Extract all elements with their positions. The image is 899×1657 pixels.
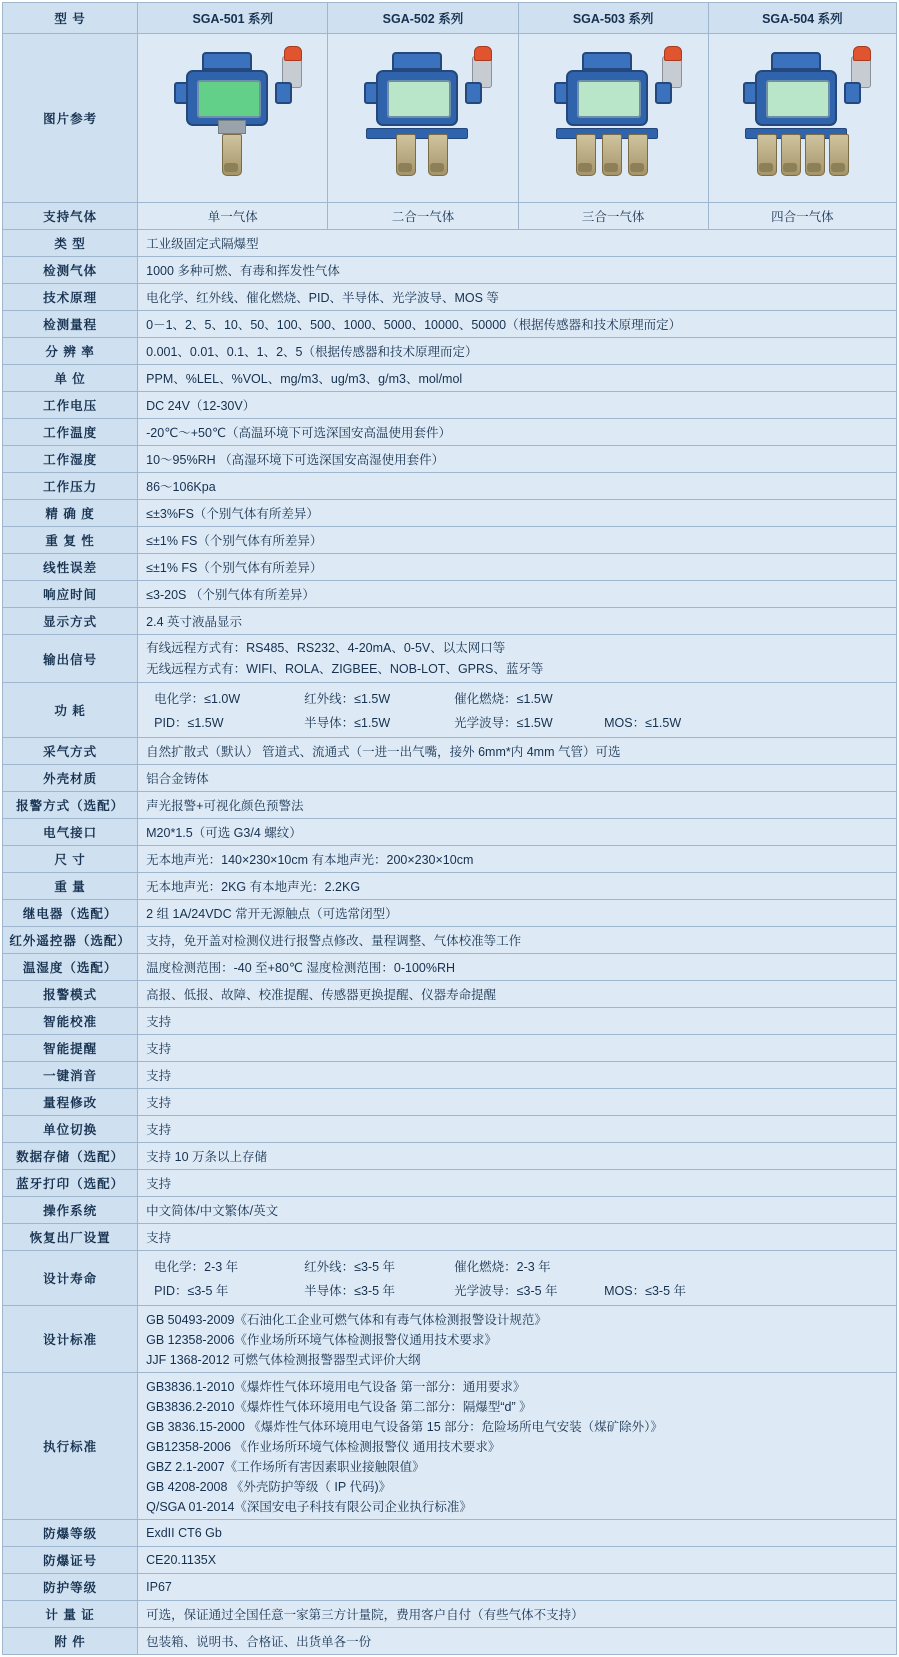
table-row-design-standard [3,1306,897,1373]
table-row-type [3,230,897,257]
power-catalytic: 催化燃烧：≤1.5W [454,692,553,707]
smart-cal-value: 支持 [138,1008,897,1035]
device-image-501 [138,34,328,203]
resolution-label: 分 辨 率 [3,338,138,365]
voltage-label: 工作电压 [3,392,138,419]
lifespan-mos: MOS：≤3-5 年 [604,1284,687,1299]
table-row-storage [3,1143,897,1170]
power-mos: MOS：≤1.5W [604,716,682,731]
power-semiconductor: 半导体：≤1.5W [304,716,391,731]
model-col-501: SGA-501 系列 [138,3,328,34]
principle-label: 技术原理 [3,284,138,311]
table-row-ex-level [3,1520,897,1547]
table-row-detect-gas [3,257,897,284]
linearity-label: 线性误差 [3,554,138,581]
table-row-smart-remind [3,1035,897,1062]
metrology-label: 计 量 证 [3,1601,138,1628]
table-row-os [3,1197,897,1224]
detect-gas-value: 1000 多种可燃、有毒和挥发性气体 [138,257,897,284]
output-wired: 有线远程方式有：RS485、RS232、4-20mA、0-5V、以太网口等 [146,641,506,655]
table-row-factory-reset [3,1224,897,1251]
table-row-unit-switch [3,1116,897,1143]
gas-detector-icon [538,42,688,192]
pressure-value: 86～106Kpa [138,473,897,500]
power-pid: PID：≤1.5W [154,716,224,731]
sampling-label: 采气方式 [3,738,138,765]
factory-reset-label: 恢复出厂设置 [3,1224,138,1251]
specification-table [2,2,897,1655]
metrology-value: 可选，保证通过全国任意一家第三方计量院，费用客户自付（有些气体不支持） [138,1601,897,1628]
table-row-model-header [3,3,897,34]
accuracy-label: 精 确 度 [3,500,138,527]
device-image-503 [518,34,708,203]
power-label: 功 耗 [3,683,138,738]
exec-standard-line: Q/SGA 01-2014《深国安电子科技有限公司企业执行标准》 [146,1500,472,1515]
gas-detector-icon [348,42,498,192]
resolution-value: 0.001、0.01、0.1、1、2、5（根据传感器和技术原理而定） [138,338,897,365]
table-row-alarm-type [3,981,897,1008]
range-mod-value: 支持 [138,1089,897,1116]
model-col-504: SGA-504 系列 [708,3,896,34]
humidity-label: 工作湿度 [3,446,138,473]
lifespan-value [138,1251,897,1306]
exec-standard-line: GB12358-2006 《作业场所环境气体检测报警仪 通用技术要求》 [146,1440,501,1455]
weight-label: 重 量 [3,873,138,900]
smart-remind-label: 智能提醒 [3,1035,138,1062]
power-optical: 光学波导：≤1.5W [454,716,553,731]
table-row-temp-humidity-opt [3,954,897,981]
device-image-502 [328,34,518,203]
linearity-value: ≤±1% FS（个别气体有所差异） [138,554,897,581]
temperature-label: 工作温度 [3,419,138,446]
design-standard-value [138,1306,897,1373]
table-row-electric-port [3,819,897,846]
power-value [138,683,897,738]
table-row-bt-print [3,1170,897,1197]
model-col-502: SGA-502 系列 [328,3,518,34]
table-row-pressure [3,473,897,500]
design-standard-line: GB 12358-2006《作业场所环境气体检测报警仪通用技术要求》 [146,1333,497,1348]
table-row-unit [3,365,897,392]
exec-standard-label: 执行标准 [3,1373,138,1520]
ex-level-label: 防爆等级 [3,1520,138,1547]
model-col-503: SGA-503 系列 [518,3,708,34]
table-row-accessories [3,1628,897,1655]
lifespan-line-2 [146,1278,888,1302]
output-label: 输出信号 [3,635,138,683]
table-row-smart-cal [3,1008,897,1035]
gas-detector-icon [158,42,308,192]
table-row-relay [3,900,897,927]
table-row-range-mod [3,1089,897,1116]
device-image-504 [708,34,896,203]
table-row-power [3,683,897,738]
electric-port-value: M20*1.5（可选 G3/4 螺纹） [138,819,897,846]
exec-standard-value [138,1373,897,1520]
ex-level-value: ExdII CT6 Gb [138,1520,897,1547]
gas-support-501: 单一气体 [138,203,328,230]
remote-value: 支持，免开盖对检测仪进行报警点修改、量程调整、气体校准等工作 [138,927,897,954]
remote-label: 红外遥控器（选配） [3,927,138,954]
table-row-alarm-mode [3,792,897,819]
accessories-label: 附 件 [3,1628,138,1655]
mute-label: 一键消音 [3,1062,138,1089]
table-row-gas-support [3,203,897,230]
pressure-label: 工作压力 [3,473,138,500]
detect-gas-label: 检测气体 [3,257,138,284]
unit-switch-label: 单位切换 [3,1116,138,1143]
gas-detector-icon [727,42,877,192]
temperature-value: -20℃～+50℃（高温环境下可选深国安高温使用套件） [138,419,897,446]
lifespan-electrochemical: 电化学：2-3 年 [154,1260,239,1275]
shell-label: 外壳材质 [3,765,138,792]
type-label: 类 型 [3,230,138,257]
table-row-mute [3,1062,897,1089]
table-row-size [3,846,897,873]
unit-label: 单 位 [3,365,138,392]
exec-standard-line: GB 4208-2008 《外壳防护等级（ IP 代码)》 [146,1480,392,1495]
lifespan-pid: PID：≤3-5 年 [154,1284,229,1299]
lifespan-infrared: 红外线：≤3-5 年 [304,1260,396,1275]
design-standard-line: GB 50493-2009《石油化工企业可燃气体和有毒气体检测报警设计规范》 [146,1313,547,1328]
gas-support-504: 四合一气体 [708,203,896,230]
power-line-1 [146,686,888,710]
table-row-output [3,635,897,683]
exec-standard-line: GB3836.2-2010《爆炸性气体环境用电气设备 第二部分：隔爆型“d” 》 [146,1400,532,1415]
table-row-resolution [3,338,897,365]
ex-cert-value: CE20.1135X [138,1547,897,1574]
range-value: 0－1、2、5、10、50、100、500、1000、5000、10000、50000（根据传感器和技术原理而定） [138,311,897,338]
ip-level-value: IP67 [138,1574,897,1601]
temp-humidity-label: 温湿度（选配） [3,954,138,981]
relay-value: 2 组 1A/24VDC 常开无源触点（可选常闭型） [138,900,897,927]
power-electrochemical: 电化学：≤1.0W [154,692,241,707]
gas-support-label: 支持气体 [3,203,138,230]
lifespan-catalytic: 催化燃烧：2-3 年 [454,1260,551,1275]
range-label: 检测量程 [3,311,138,338]
unit-switch-value: 支持 [138,1116,897,1143]
table-row-exec-standard [3,1373,897,1520]
voltage-value: DC 24V（12-30V） [138,392,897,419]
principle-value: 电化学、红外线、催化燃烧、PID、半导体、光学波导、MOS 等 [138,284,897,311]
table-row-display [3,608,897,635]
table-row-humidity [3,446,897,473]
table-row-lifespan [3,1251,897,1306]
lifespan-semiconductor: 半导体：≤3-5 年 [304,1284,396,1299]
shell-value: 铝合金铸体 [138,765,897,792]
relay-label: 继电器（选配） [3,900,138,927]
power-infrared: 红外线：≤1.5W [304,692,391,707]
table-row-remote [3,927,897,954]
table-row-accuracy [3,500,897,527]
smart-remind-value: 支持 [138,1035,897,1062]
storage-label: 数据存储（选配） [3,1143,138,1170]
design-standard-line: JJF 1368-2012 可燃气体检测报警器型式评价大纲 [146,1353,421,1368]
image-ref-label: 图片参考 [3,34,138,203]
table-row-sampling [3,738,897,765]
temp-humidity-value: 温度检测范围：-40 至+80℃ 湿度检测范围：0-100%RH [138,954,897,981]
os-label: 操作系统 [3,1197,138,1224]
ip-level-label: 防护等级 [3,1574,138,1601]
design-standard-label: 设计标准 [3,1306,138,1373]
table-row-response [3,581,897,608]
ex-cert-label: 防爆证号 [3,1547,138,1574]
table-row-repeatability [3,527,897,554]
electric-port-label: 电气接口 [3,819,138,846]
lifespan-label: 设计寿命 [3,1251,138,1306]
response-value: ≤3-20S （个别气体有所差异） [138,581,897,608]
model-label: 型 号 [3,3,138,34]
table-row-metrology [3,1601,897,1628]
storage-value: 支持 10 万条以上存储 [138,1143,897,1170]
sampling-value: 自然扩散式（默认） 管道式、流通式（一进一出气嘴，接外 6mm*内 4mm 气管）可选 [138,738,897,765]
response-label: 响应时间 [3,581,138,608]
bt-print-label: 蓝牙打印（选配） [3,1170,138,1197]
alarm-mode-value: 声光报警+可视化颜色预警法 [138,792,897,819]
os-value: 中文简体/中文繁体/英文 [138,1197,897,1224]
gas-support-503: 三合一气体 [518,203,708,230]
display-value: 2.4 英寸液晶显示 [138,608,897,635]
table-row-shell [3,765,897,792]
display-label: 显示方式 [3,608,138,635]
repeatability-value: ≤±1% FS（个别气体有所差异） [138,527,897,554]
type-value: 工业级固定式隔爆型 [138,230,897,257]
exec-standard-line: GB 3836.15-2000 《爆炸性气体环境用电气设备第 15 部分：危险场所电气安装（煤矿除外）》 [146,1420,663,1435]
accuracy-value: ≤±3%FS（个别气体有所差异） [138,500,897,527]
table-row-principle [3,284,897,311]
accessories-value: 包装箱、说明书、合格证、出货单各一份 [138,1628,897,1655]
power-line-2 [146,710,888,734]
output-value [138,635,897,683]
repeatability-label: 重 复 性 [3,527,138,554]
size-label: 尺 寸 [3,846,138,873]
table-row-voltage [3,392,897,419]
smart-cal-label: 智能校准 [3,1008,138,1035]
alarm-mode-label: 报警方式（选配） [3,792,138,819]
table-row-ex-cert [3,1547,897,1574]
exec-standard-line: GB3836.1-2010《爆炸性气体环境用电气设备 第一部分：通用要求》 [146,1380,526,1395]
table-row-image-ref [3,34,897,203]
table-row-range [3,311,897,338]
table-row-ip-level [3,1574,897,1601]
bt-print-value: 支持 [138,1170,897,1197]
lifespan-line-1 [146,1254,888,1278]
range-mod-label: 量程修改 [3,1089,138,1116]
alarm-type-value: 高报、低报、故障、校准提醒、传感器更换提醒、仪器寿命提醒 [138,981,897,1008]
exec-standard-line: GBZ 2.1-2007《工作场所有害因素职业接触限值》 [146,1460,425,1475]
unit-value: PPM、%LEL、%VOL、mg/m3、ug/m3、g/m3、mol/mol [138,365,897,392]
table-row-weight [3,873,897,900]
table-row-linearity [3,554,897,581]
table-row-temperature [3,419,897,446]
alarm-type-label: 报警模式 [3,981,138,1008]
gas-support-502: 二合一气体 [328,203,518,230]
output-wireless: 无线远程方式有：WIFI、ROLA、ZIGBEE、NOB-LOT、GPRS、蓝牙等 [146,661,544,676]
weight-value: 无本地声光：2KG 有本地声光：2.2KG [138,873,897,900]
lifespan-optical: 光学波导：≤3-5 年 [454,1284,558,1299]
factory-reset-value: 支持 [138,1224,897,1251]
size-value: 无本地声光：140×230×10cm 有本地声光：200×230×10cm [138,846,897,873]
humidity-value: 10～95%RH （高湿环境下可选深国安高湿使用套件） [138,446,897,473]
mute-value: 支持 [138,1062,897,1089]
